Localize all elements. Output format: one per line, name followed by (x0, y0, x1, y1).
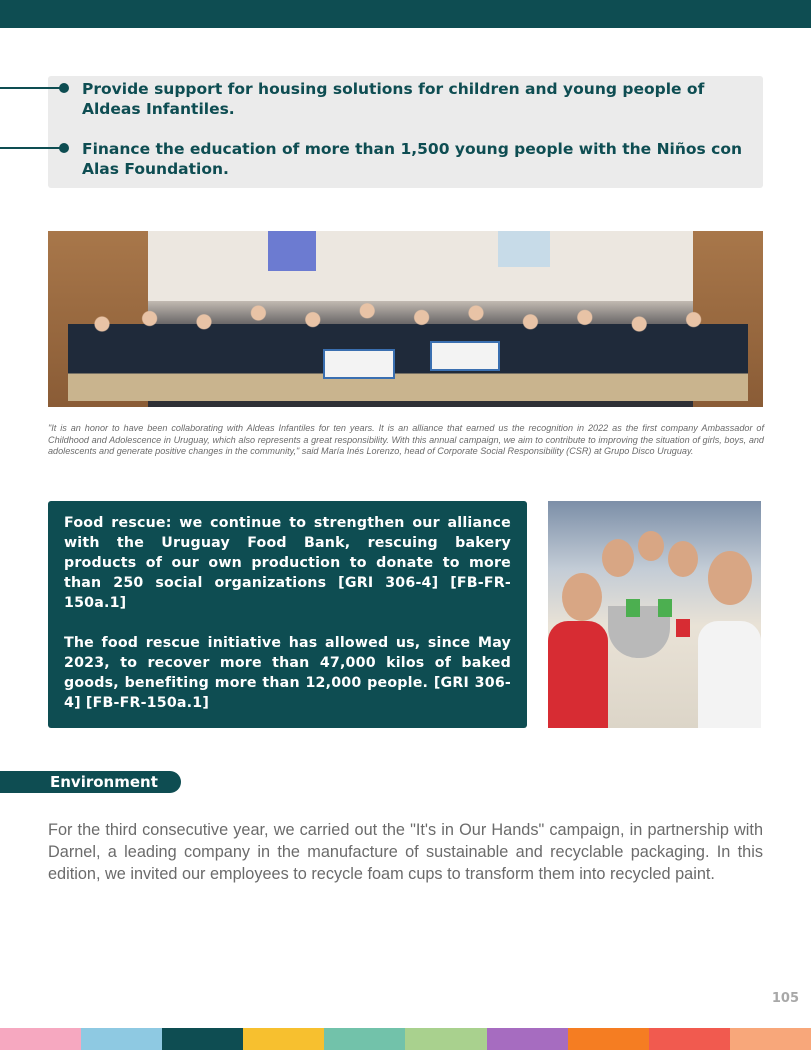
page-number: 105 (771, 991, 799, 1006)
footer-color-stripes (0, 1028, 811, 1050)
bullet-dot-icon (59, 143, 69, 153)
food-rescue-box (48, 501, 527, 728)
footer-stripe (243, 1028, 324, 1050)
footer-stripe (487, 1028, 568, 1050)
donation-check (430, 341, 500, 371)
footer-stripe (81, 1028, 162, 1050)
environment-paragraph: For the third consecutive year, we carried out the "It's in Our Hands" campaign, in partnership with Darnel, a leading company in the manufacture of sustainable and recyclable packaging. In this edition, we invited our employees to recycle foam cups to transform them into recycled paint. (48, 821, 763, 883)
group-photo (48, 231, 763, 407)
bullet-connector-line (0, 147, 62, 149)
donation-check (323, 349, 395, 379)
footer-stripe (649, 1028, 730, 1050)
bullet-dot-icon (59, 83, 69, 93)
children-photo (548, 501, 761, 728)
footer-stripe (324, 1028, 405, 1050)
bullet-housing: Provide support for housing solutions for children and young people of Aldeas Infantiles. (82, 80, 705, 118)
footer-stripe (730, 1028, 811, 1050)
footer-stripe (162, 1028, 243, 1050)
footer-stripe (405, 1028, 486, 1050)
food-rescue-results-paragraph: The food rescue initiative has allowed us, since May 2023, to recover more than 47,000 kilos of baked goods, benefiting more than 12,000 people. [GRI 306-4] [FB-FR-150a.1] (64, 635, 511, 711)
top-header-bar (0, 0, 811, 28)
footer-stripe (0, 1028, 81, 1050)
bullet-education: Finance the education of more than 1,500 young people with the Niños con Alas Foundation. (82, 140, 743, 178)
section-tab-environment (0, 771, 181, 793)
food-rescue-paragraph: Food rescue: we continue to strengthen our alliance with the Uruguay Food Bank, rescuing bakery products of our own production to donate to more than 250 social organizations [GRI 306-4] [FB-FR-150a.1] (64, 515, 511, 611)
photo-caption: "It is an honor to have been collaborating with Aldeas Infantiles for ten years. It is an alliance that earned us the recognition in 2022 as the first company Ambassador of Childhood and Adolescence in Uruguay, which also represents a great responsibility. With this annual campaign, we aim to contribute to improving the situation of girls, boys, and adolescents and generate positive changes in the community," said María Inés Lorenzo, head of Corporate Social Responsibility (CSR) at Grupo Disco Uruguay. (48, 423, 764, 457)
bullet-connector-line (0, 87, 62, 89)
section-title: Environment (50, 773, 158, 791)
footer-stripe (568, 1028, 649, 1050)
